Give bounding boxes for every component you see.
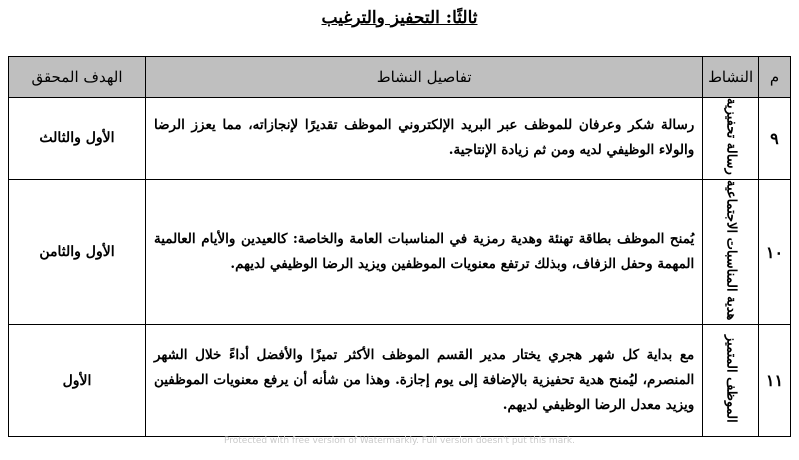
table-row — [9, 98, 791, 180]
row-activity — [703, 179, 759, 324]
row-activity — [703, 325, 759, 437]
header-activity: النشاط — [703, 57, 759, 98]
table-row — [9, 325, 791, 437]
page-title-text: ثالثًا: التحفيز والترغيب — [321, 8, 478, 28]
row-goal: الأول والثامن — [9, 179, 146, 324]
row-goal: الأول والثالث — [9, 98, 146, 180]
header-details: تفاصيل النشاط — [145, 57, 702, 98]
row-goal: الأول — [9, 325, 146, 437]
row-details: مع بداية كل شهر هجري يختار مدير القسم الموظف الأكثر تميزًا والأفضل أداءً خلال الشهر المنصرم، ليُمنح هدية تحفيزية بالإضافة إلى يوم إجازة. وهذا من شأنه أن يرفع معنويات الموظفين ويزيد معدل الرضا الوظيفي لديهم. — [145, 325, 702, 437]
row-activity — [703, 98, 759, 180]
activity-label: هدية المناسبات الاجتماعية — [723, 179, 739, 321]
row-number: ٩ — [758, 98, 790, 180]
row-details: يُمنح الموظف بطاقة تهنئة وهدية رمزية في المناسبات العامة والخاصة: كالعيدين والأيام العالمية المهمة وحفل الزفاف، وبذلك ترتفع معنويات الموظفين ويزيد الرضا الوظيفي لديهم. — [145, 179, 702, 324]
row-number: ١١ — [758, 325, 790, 437]
table-row — [9, 179, 791, 324]
header-goal: الهدف المحقق — [9, 57, 146, 98]
row-number: ١٠ — [758, 179, 790, 324]
table-header-row — [9, 57, 791, 98]
activity-label: رسالة تحفيزية — [723, 98, 739, 175]
activity-label: الموظف المتميز — [723, 334, 739, 423]
header-num: م — [758, 57, 790, 98]
activities-table — [8, 56, 791, 437]
watermark-notice: Protected with free version of Watermarkly. Full version doesn't put this mark. — [224, 436, 575, 446]
page-title — [0, 8, 799, 28]
row-details: رسالة شكر وعرفان للموظف عبر البريد الإلكتروني الموظف تقديرًا لإنجازاته، مما يعزز الرضا والولاء الوظيفي لديه ومن ثم زيادة الإنتاجية. — [145, 98, 702, 180]
